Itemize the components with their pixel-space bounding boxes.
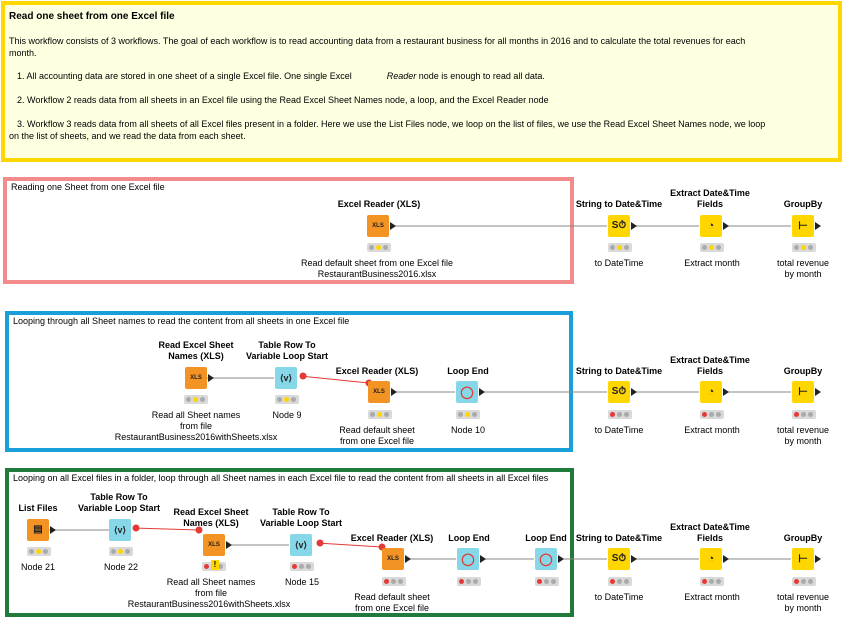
output-port-icon	[208, 374, 214, 382]
node-status	[700, 243, 724, 252]
node-caption: Read all Sheet names	[166, 577, 256, 587]
loop-start-icon: ⟨v⟩	[294, 540, 308, 550]
string-to-datetime-node[interactable]	[608, 381, 630, 403]
warning-icon: !	[211, 560, 219, 570]
node-title-extract-2: Fields	[696, 533, 724, 543]
node-caption: to DateTime	[594, 592, 644, 602]
groupby-node[interactable]	[792, 215, 814, 237]
node-title-excel-reader: Excel Reader (XLS)	[335, 366, 419, 376]
node-caption: RestaurantBusiness2016.xlsx	[317, 269, 437, 279]
loop-end-icon: ◯	[461, 552, 475, 566]
node-title-table-row-2: Variable Loop Start	[245, 351, 329, 361]
node-title-groupby: GroupBy	[783, 366, 823, 376]
node-title-extract-2: Fields	[696, 366, 724, 376]
clock-icon: S⏱	[611, 386, 627, 397]
xls-icon: XLS	[208, 542, 220, 548]
node-status	[27, 547, 51, 556]
variable-wire	[300, 376, 369, 383]
variable-port	[300, 373, 306, 379]
node-caption: from one Excel file	[354, 603, 430, 613]
output-port-icon	[723, 222, 729, 230]
output-port-icon	[723, 555, 729, 563]
node-status	[290, 562, 314, 571]
node-title-excel-reader: Excel Reader (XLS)	[337, 199, 421, 209]
node-caption: Extract month	[684, 258, 740, 268]
node-caption: RestaurantBusiness2016withSheets.xlsx	[127, 599, 291, 609]
section-2-label: Looping through all Sheet names to read the content from all sheets in one Excel file	[13, 316, 350, 326]
node-title-loop-end: Loop End	[525, 533, 567, 543]
node-title-extract-2: Fields	[696, 199, 724, 209]
node-status	[457, 577, 481, 586]
groupby-icon: ⊢	[798, 386, 808, 398]
node-caption: Read default sheet	[354, 592, 430, 602]
output-port-icon	[631, 388, 637, 396]
output-port-icon	[558, 555, 564, 563]
node-title-extract: Extract Date&Time	[670, 355, 750, 365]
node-title-table-row: Table Row To	[258, 340, 316, 350]
description-intro: This workflow consists of 3 workflows. The goal of each workflow is to read accounting data from a restaurant business for all months in 2016 and to calculate the total revenues for each	[9, 36, 746, 46]
node-caption: from file	[194, 588, 228, 598]
output-port-icon	[391, 388, 397, 396]
description-item-2: 2. Workflow 2 reads data from all sheets in an Excel file using the Read Excel Sheet Names node, a loop, and the Excel Reader node	[17, 95, 549, 105]
node-title-groupby: GroupBy	[783, 199, 823, 209]
node-status	[700, 410, 724, 419]
variable-port	[317, 540, 323, 546]
loop-end-icon: ◯	[539, 552, 553, 566]
node-title-read-sheet-names-2: Names (XLS)	[168, 351, 224, 361]
excel-reader-node[interactable]	[382, 548, 404, 570]
node-title-read-sheet-names-2: Names (XLS)	[183, 518, 239, 528]
xls-icon: XLS	[387, 556, 399, 562]
node-caption: to DateTime	[594, 425, 644, 435]
node-caption: Node 10	[450, 425, 486, 435]
node-caption: Read default sheet from one Excel file	[300, 258, 454, 268]
description-item-3a: 3. Workflow 3 reads data from all sheets of all Excel files present in a folder. Here we use the List Files node, we loop on the list of files, we use the Read Excel Sheet Names node, we loop	[17, 119, 766, 129]
node-title-read-sheet-names: Read Excel Sheet	[158, 340, 234, 350]
loop-end-node[interactable]	[457, 548, 479, 570]
node-status	[608, 410, 632, 419]
node-status	[367, 243, 391, 252]
xls-icon: XLS	[190, 375, 202, 381]
node-status	[792, 577, 816, 586]
output-port-icon	[480, 555, 486, 563]
output-port-icon	[723, 388, 729, 396]
node-title-table-row-2: Variable Loop Start	[259, 518, 343, 528]
node-caption: Node 21	[20, 562, 56, 572]
clock-icon: S⏱	[611, 553, 627, 564]
loop-end-node[interactable]	[535, 548, 557, 570]
node-caption: from file	[179, 421, 213, 431]
node-status	[608, 577, 632, 586]
node-title-table-row: Table Row To	[90, 492, 148, 502]
node-caption: Node 15	[284, 577, 320, 587]
loop-start-icon: ⟨v⟩	[113, 525, 127, 535]
clock-extract-icon: ◔	[707, 386, 715, 398]
node-title-list-files: List Files	[18, 503, 58, 513]
node-status	[700, 577, 724, 586]
groupby-icon: ⊢	[798, 553, 808, 565]
xls-icon: XLS	[372, 223, 384, 229]
groupby-node[interactable]	[792, 548, 814, 570]
node-caption: Read all Sheet names	[151, 410, 241, 420]
description-item-3b: on the list of sheets, and we read the data from each sheet.	[9, 131, 246, 141]
node-title-read-sheet-names: Read Excel Sheet	[173, 507, 249, 517]
section-3-label: Looping on all Excel files in a folder, loop through all Sheet names in each Excel file to read the content from all sheets in all Excel files	[13, 473, 549, 483]
node-status	[275, 395, 299, 404]
output-port-icon	[631, 555, 637, 563]
clock-icon: S⏱	[611, 220, 627, 231]
description-title: Read one sheet from one Excel file	[9, 11, 175, 22]
loop-start-icon: ⟨v⟩	[279, 373, 293, 383]
node-status	[382, 577, 406, 586]
node-caption: by month	[784, 269, 822, 279]
node-status	[368, 410, 392, 419]
description-intro-2: month.	[9, 48, 37, 58]
node-caption: by month	[784, 436, 822, 446]
node-title-extract: Extract Date&Time	[670, 188, 750, 198]
node-caption: to DateTime	[594, 258, 644, 268]
string-to-datetime-node[interactable]	[608, 215, 630, 237]
output-port-icon	[390, 222, 396, 230]
node-caption: Read default sheet	[339, 425, 415, 435]
node-status	[202, 562, 226, 571]
node-status	[792, 410, 816, 419]
node-title-table-row: Table Row To	[272, 507, 330, 517]
output-port-icon	[815, 555, 821, 563]
node-title-loop-end: Loop End	[447, 366, 489, 376]
excel-reader-node[interactable]	[368, 381, 390, 403]
node-title-string-to-date: String to Date&Time	[575, 366, 663, 376]
node-caption: Node 22	[103, 562, 139, 572]
table-row-to-variable-loop-start-node[interactable]	[275, 367, 297, 389]
output-port-icon	[50, 526, 56, 534]
loop-end-icon: ◯	[460, 385, 474, 399]
description-item-1b: Reader	[386, 71, 417, 81]
files-icon: ▤	[33, 524, 43, 535]
output-port-icon	[226, 541, 232, 549]
output-port-icon	[405, 555, 411, 563]
groupby-icon: ⊢	[798, 220, 808, 232]
node-title-string-to-date: String to Date&Time	[575, 199, 663, 209]
groupby-node[interactable]	[792, 381, 814, 403]
output-port-icon	[815, 388, 821, 396]
node-title-extract: Extract Date&Time	[670, 522, 750, 532]
table-row-to-variable-loop-start-node[interactable]	[109, 519, 131, 541]
read-excel-sheet-names-node[interactable]	[203, 534, 225, 556]
node-status	[608, 243, 632, 252]
clock-extract-icon: ◔	[707, 553, 715, 565]
output-port-icon	[631, 222, 637, 230]
node-title-groupby: GroupBy	[783, 533, 823, 543]
node-caption: from one Excel file	[339, 436, 415, 446]
node-title-string-to-date: String to Date&Time	[575, 533, 663, 543]
node-caption: total revenue	[776, 425, 830, 435]
node-caption: Node 9	[272, 410, 302, 420]
description-item-1c: node is enough to read all data.	[418, 71, 545, 81]
node-caption: RestaurantBusiness2016withSheets.xlsx	[114, 432, 278, 442]
excel-reader-node[interactable]	[367, 215, 389, 237]
table-row-to-variable-loop-start-node[interactable]	[290, 534, 312, 556]
node-status	[456, 410, 480, 419]
read-excel-sheet-names-node[interactable]	[185, 367, 207, 389]
node-caption: by month	[784, 603, 822, 613]
node-caption: Extract month	[684, 425, 740, 435]
node-status	[535, 577, 559, 586]
string-to-datetime-node[interactable]	[608, 548, 630, 570]
list-files-node[interactable]	[27, 519, 49, 541]
xls-icon: XLS	[373, 389, 385, 395]
node-caption: total revenue	[776, 258, 830, 268]
extract-datetime-node[interactable]	[700, 548, 722, 570]
output-port-icon	[815, 222, 821, 230]
node-status	[109, 547, 133, 556]
node-title-table-row-2: Variable Loop Start	[77, 503, 161, 513]
output-port-icon	[479, 388, 485, 396]
node-caption: Extract month	[684, 592, 740, 602]
node-status	[184, 395, 208, 404]
node-status	[792, 243, 816, 252]
node-title-loop-end: Loop End	[448, 533, 490, 543]
clock-extract-icon: ◔	[707, 220, 715, 232]
section-1-label: Reading one Sheet from one Excel file	[11, 182, 165, 192]
node-caption: total revenue	[776, 592, 830, 602]
loop-end-node[interactable]	[456, 381, 478, 403]
extract-datetime-node[interactable]	[700, 215, 722, 237]
extract-datetime-node[interactable]	[700, 381, 722, 403]
variable-port	[133, 525, 139, 531]
description-item-1a: 1. All accounting data are stored in one sheet of a single Excel file. One single Excel	[17, 71, 352, 81]
node-title-excel-reader: Excel Reader (XLS)	[350, 533, 434, 543]
